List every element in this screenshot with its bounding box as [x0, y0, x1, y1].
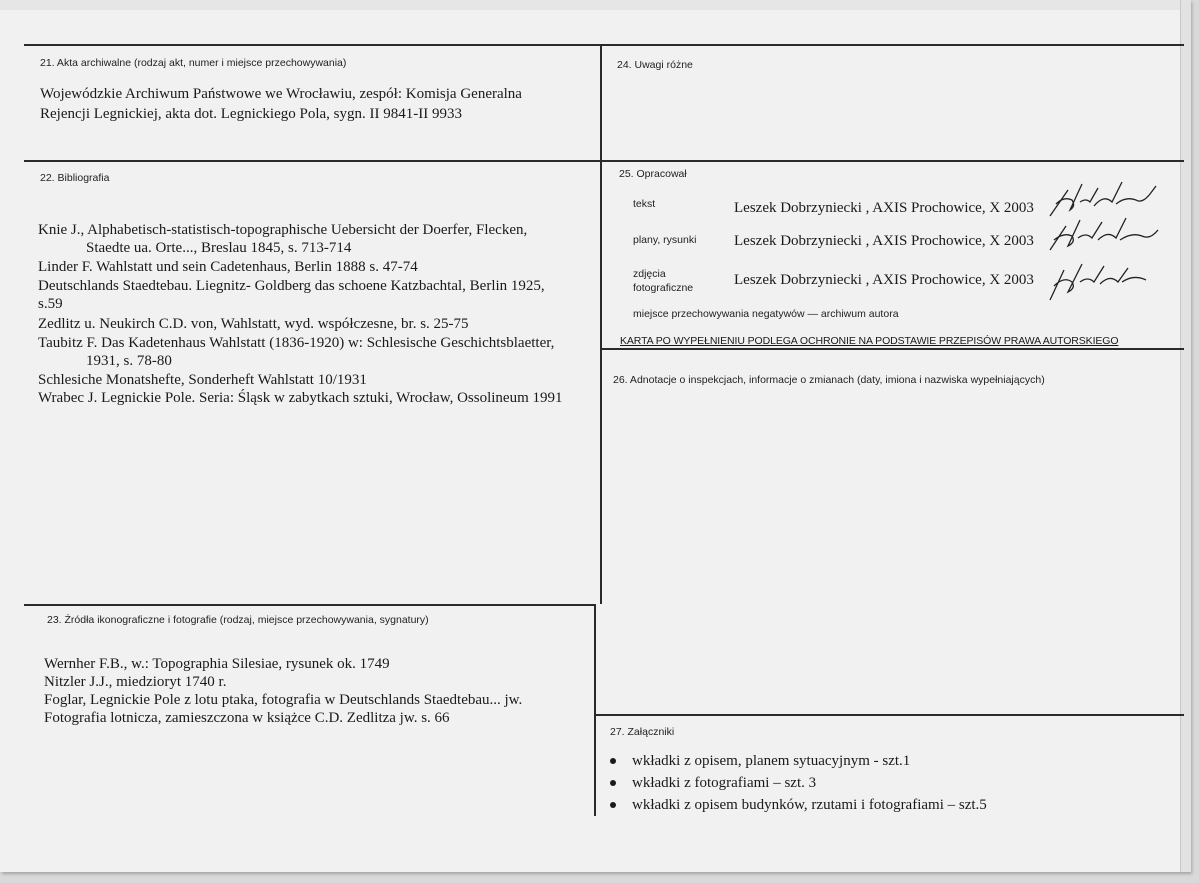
section-25-label: 25. Opracował — [619, 168, 687, 180]
section-26-label: 26. Adnotacje o inspekcjach, informacje o zmianach (daty, imiona i nazwiska wypełniających) — [613, 374, 1045, 386]
divider-center-lower — [594, 604, 596, 816]
divider-center-upper — [600, 44, 602, 604]
source-line: Fotografia lotnicza, zamieszczona w książce C.D. Zedlitza jw. s. 66 — [44, 710, 450, 726]
negatives-location: miejsce przechowywania negatywów — archiwum autora — [633, 308, 899, 320]
bullet-icon — [610, 758, 616, 764]
author-key-photos-1: zdjęcia — [633, 268, 666, 280]
divider-top — [24, 44, 1184, 46]
divider-right-3 — [594, 714, 1184, 716]
card-top-edge — [0, 0, 1190, 10]
bullet-icon — [610, 802, 616, 808]
author-value-plans: Leszek Dobrzyniecki , AXIS Prochowice, X 2003 — [734, 233, 1034, 249]
section-24-label: 24. Uwagi różne — [617, 59, 693, 71]
section-21-label: 21. Akta archiwalne (rodzaj akt, numer i miejsce przechowywania) — [40, 57, 347, 69]
bibliography-line: Wrabec J. Legnickie Pole. Seria: Śląsk w zabytkach sztuki, Wrocław, Ossolineum 1991 — [38, 390, 563, 406]
list-item — [606, 794, 987, 816]
attachment-text: wkładki z opisem, planem sytuacyjnym - szt.1 — [632, 753, 911, 769]
divider-right-2 — [600, 348, 1184, 350]
bibliography-line: Zedlitz u. Neukirch C.D. von, Wahlstatt, wyd. współczesne, br. s. 25-75 — [38, 316, 469, 332]
section-23-label: 23. Źródła ikonograficzne i fotografie (rodzaj, miejsce przechowywania, sygnatury) — [47, 614, 429, 626]
attachment-text: wkładki z fotografiami – szt. 3 — [632, 775, 817, 791]
author-key-photos-2: fotograficzne — [633, 282, 694, 294]
signature-image — [1046, 252, 1156, 304]
section-21-line-1: Wojewódzkie Archiwum Państwowe we Wrocławiu, zespół: Komisja Generalna — [40, 86, 522, 102]
bibliography-line: Knie J., Alphabetisch-statistisch-topographische Uebersicht der Doerfer, Flecken, — [38, 222, 528, 238]
section-21-line-2: Rejencji Legnickiej, akta dot. Legnickiego Pola, sygn. II 9841-II 9933 — [40, 106, 462, 122]
card-right-edge — [1180, 0, 1191, 872]
section-27-label: 27. Załączniki — [610, 726, 675, 738]
author-value-photos: Leszek Dobrzyniecki , AXIS Prochowice, X 2003 — [734, 272, 1034, 288]
author-value-text: Leszek Dobrzyniecki , AXIS Prochowice, X 2003 — [734, 200, 1034, 216]
author-key-text: tekst — [633, 198, 656, 210]
source-line: Nitzler J.J., miedzioryt 1740 r. — [44, 674, 227, 690]
bibliography-line: 1931, s. 78-80 — [86, 353, 172, 369]
attachments-list — [606, 750, 987, 816]
bibliography-line: Staedte ua. Orte..., Breslau 1845, s. 713-714 — [86, 240, 352, 256]
author-key-plans: plany, rysunki — [633, 234, 697, 246]
divider-left-1 — [24, 160, 602, 162]
section-22-label: 22. Bibliografia — [40, 172, 110, 184]
bibliography-line: Deutschlands Staedtebau. Liegnitz- Goldberg das schoene Katzbachtal, Berlin 1925, — [38, 278, 545, 294]
bibliography-line: s.59 — [38, 296, 63, 312]
list-item — [606, 750, 987, 772]
signature-image — [1046, 210, 1166, 254]
attachment-text: wkładki z opisem budynków, rzutami i fotografiami – szt.5 — [632, 797, 987, 813]
source-line: Wernher F.B., w.: Topographia Silesiae, rysunek ok. 1749 — [44, 656, 390, 672]
bibliography-line: Schlesiche Monatshefte, Sonderheft Wahlstatt 10/1931 — [38, 372, 367, 388]
source-line: Foglar, Legnickie Pole z lotu ptaka, fotografia w Deutschlands Staedtebau... jw. — [44, 692, 523, 708]
bibliography-line: Linder F. Wahlstatt und sein Cadetenhaus, Berlin 1888 s. 47-74 — [38, 259, 418, 275]
divider-left-2 — [24, 604, 596, 606]
list-item — [606, 772, 987, 794]
copyright-notice: KARTA PO WYPEŁNIENIU PODLEGA OCHRONIE NA PODSTAWIE PRZEPISÓW PRAWA AUTORSKIEGO — [620, 335, 1119, 347]
bibliography-line: Taubitz F. Das Kadetenhaus Wahlstatt (1836-1920) w: Schlesische Geschichtsblaetter, — [38, 335, 555, 351]
bullet-icon — [610, 780, 616, 786]
divider-right-1 — [600, 160, 1184, 162]
